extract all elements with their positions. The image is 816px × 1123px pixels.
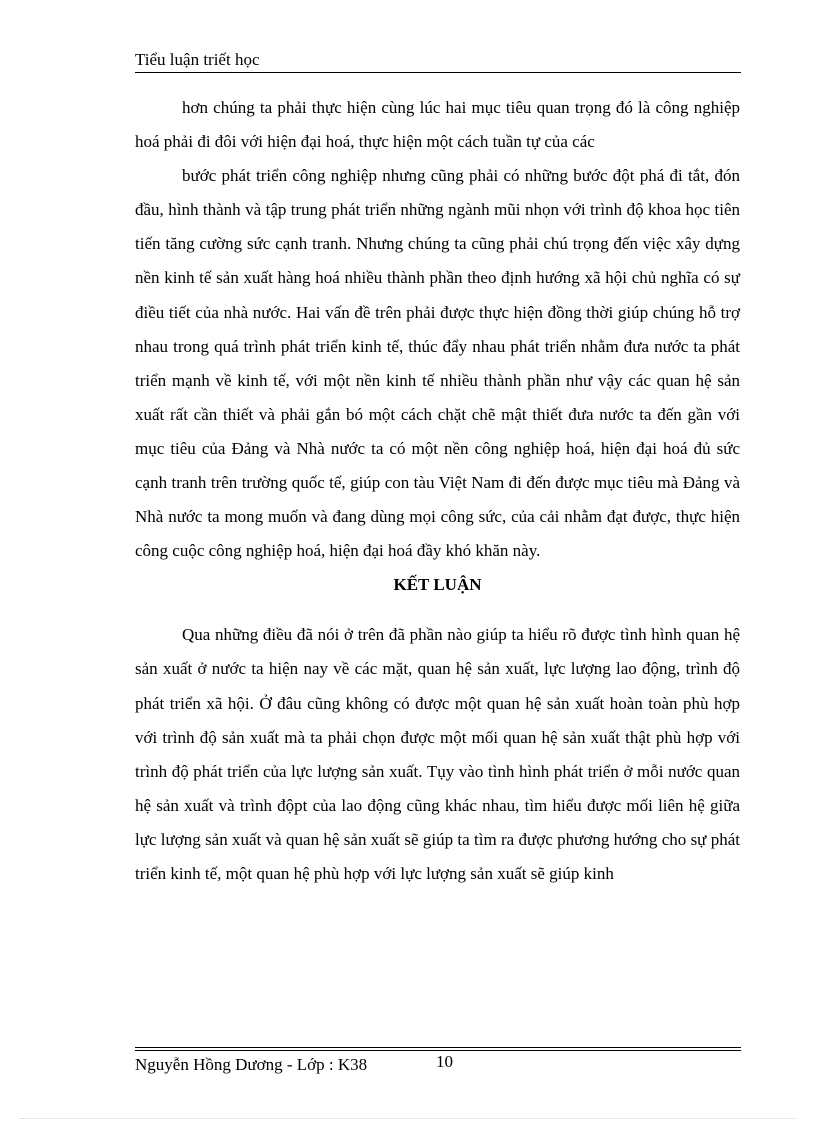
page-header — [135, 50, 741, 73]
heading-spacer — [135, 602, 740, 618]
page-number: 10 — [436, 1052, 453, 1071]
footer-rule-top — [135, 1047, 741, 1048]
document-body — [135, 91, 740, 891]
header-title: Tiểu luận triết học — [135, 50, 260, 69]
conclusion-paragraph: Qua những điều đã nói ở trên đã phần nào giúp ta hiểu rõ được tình hình quan hệ sản xuất ở nước ta hiện nay về các mặt, quan hệ sản xuất, lực lượng lao động, trình độ phát triển xã hội. Ở đâu cũng không có được một quan hệ sản xuất hoàn toàn phù hợp với trình độ sản xuất mà ta phải chọn được một mối quan hệ sản xuất thật phù hợp với trình độ phát triển của lực lượng sản xuất. Tụy vào tình hình phát triển ở mỗi nước quan hệ sản xuất và trình độpt của lao động cũng khác nhau, tìm hiểu được mối liên hệ giữa lực lượng sản xuất và quan hệ sản xuất sẽ giúp ta tìm ra được phương hướng cho sự phát triển kinh tế, một quan hệ phù hợp với lực lượng sản xuất sẽ giúp kinh — [135, 625, 740, 883]
footer-author: Nguyễn Hồng Dương - Lớp : K38 — [135, 1055, 368, 1074]
page-bottom-dotted-edge — [20, 1118, 796, 1119]
footer-rule-bottom — [135, 1050, 741, 1051]
body-paragraph-1: hơn chúng ta phải thực hiện cùng lúc hai mục tiêu quan trọng đó là công nghiệp hoá phải đi đôi với hiện đại hoá, thực hiện một cách tuần tự của các — [135, 98, 740, 152]
section-heading-conclusion: KẾT LUẬN — [393, 575, 482, 595]
body-paragraph-2: bước phát triển công nghiệp nhưng cũng phải có những bước đột phá đi tắt, đón đầu, hình thành và tập trung phát triển những ngành mũi nhọn với trình độ khoa học tiên tiến tăng cường sức cạnh tranh. Nhưng chúng ta cũng phải chú trọng đến việc xây dựng nền kinh tế sản xuất hàng hoá nhiều thành phần theo định hướng xã hội chủ nghĩa có sự điều tiết của nhà nước. Hai vấn đề trên phải được thực hiện đồng thời giúp chúng hỗ trợ nhau trong quá trình phát triển kinh tế, thúc đẩy nhau phát triển nhằm đưa nước ta phát triển mạnh về kinh tế, với một nền kinh tế nhiều thành phần như vậy các quan hệ sản xuất rất cần thiết và phải gắn bó một cách chặt chẽ mật thiết đưa nước ta đến gần với mục tiêu của Đảng và Nhà nước ta có một nền công nghiệp hoá, hiện đại hoá đủ sức cạnh tranh trên trường quốc tế, giúp con tàu Việt Nam đi đến được mục tiêu mà Đảng và Nhà nước ta mong muốn và đang dùng mọi công sức, của cải nhằm đạt được, thực hiện công cuộc công nghiệp hoá, hiện đại hoá đầy khó khăn này. — [135, 166, 740, 561]
